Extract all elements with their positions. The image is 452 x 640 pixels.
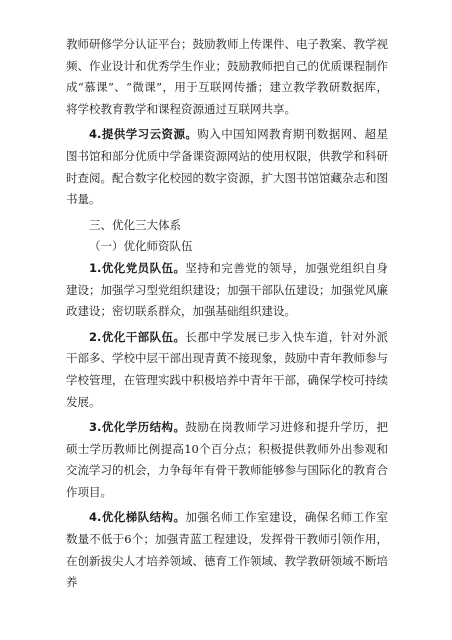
paragraph-echelon [66,507,388,593]
paragraph-text: 加强名师工作室建设，确保名师工作室数量不低于6个；加强青蓝工程建设，发挥骨干教师引领作用，在创新拔尖人才培养领域、德育工作领域、教学教研领域不断培养 [66,510,389,590]
subsection-heading: （一）优化师资队伍 [89,239,193,254]
paragraph-lead: 4.优化梯队结构。 [89,510,186,525]
paragraph-text: 鼓励在岗教师学习进修和提升学历，把硕士学历教师比例提高10个百分点；积极提供教师外出参观和交流学习的机会，力争每年有骨干教师能够参与国际化的教育合作项目。 [66,420,389,499]
paragraph-cadres [66,327,388,413]
paragraph-lead: 1.优化党员队伍。 [89,260,186,275]
paragraph-text: 教师研修学分认证平台；鼓励教师上传课件、电子教案、教学视频、作业设计和优秀学生作业；鼓励教师把自己的优质课程制作成“慕课”、“微课”，用于互联网传播；建立教学教研数据库，将学校教育教学和课程资源通过互联网共享。 [66,37,388,116]
document-body [66,34,388,594]
paragraph-continuation [66,34,388,120]
paragraph-lead: 2.优化干部队伍。 [89,329,186,344]
paragraph-text: 购入中国知网教育期刊数据网、超星图书馆和部分优质中学备课资源网站的使用权限，供教学和科研时查阅。配合数字化校园的数字资源，扩大图书馆馆藏杂志和图书量。 [66,127,388,207]
section-heading: 三、优化三大体系 [89,217,181,232]
paragraph-text: 坚持和完善党的领导，加强党组织自身建设；加强学习型党组织建设；加强干部队伍建设；加强党风廉政建设；密切联系群众，加强基础组织建设。 [66,260,389,319]
paragraph-lead: 3.优化学历结构。 [89,420,186,435]
paragraph-cloud-resources [66,124,388,210]
paragraph-party-members [66,258,388,323]
paragraph-text: 长郡中学发展已步入快车道，针对外派干部多、学校中层干部出现青黄不接现象，鼓励中青年教师参与学校管理，在管理实践中积极培养中青年干部，确保学校可持续发展。 [66,329,389,409]
paragraph-education [66,417,388,503]
paragraph-lead: 4.提供学习云资源。 [89,127,198,142]
